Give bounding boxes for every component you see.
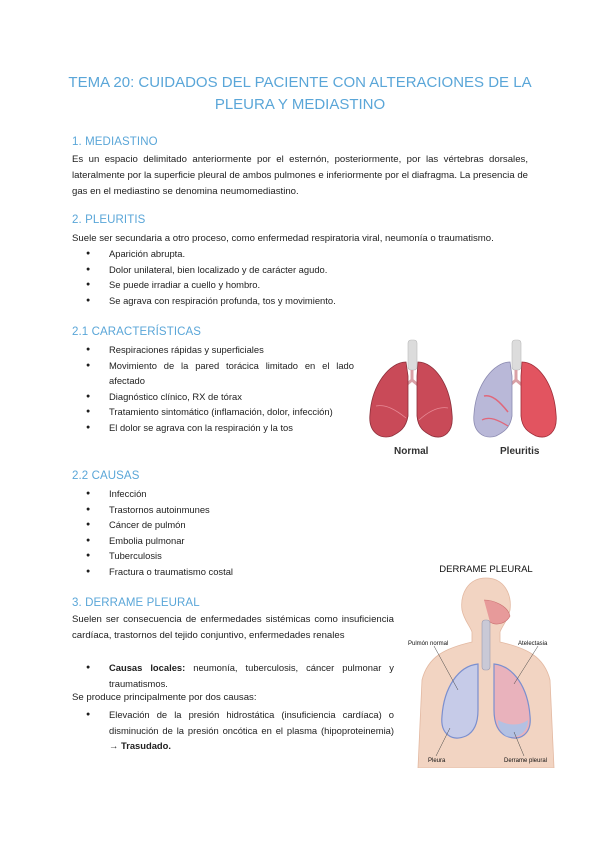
list-item: ● Trastornos autoinmunes	[72, 502, 372, 518]
paragraph-derrame-intro: Suelen ser consecuencia de enfermedades sistémicas como insuficiencia cardíaca, trastornos del tejido conjuntivo, enfermedades renales	[72, 614, 394, 641]
pleural-effusion-figure	[406, 560, 566, 768]
section-heading-pleuritis: 2. PLEURITIS	[72, 214, 146, 226]
list-item: ● Se agrava con respiración profunda, tos y movimiento.	[72, 293, 512, 309]
list-item: ● Causas locales: neumonía, tuberculosis, cáncer pulmonar y traumatismos.	[72, 660, 394, 691]
paragraph-mediastino: Es un espacio delimitado anteriormente por el esternón, posteriormente, por las vértebras dorsales, lateralmente por la superficie pleural de ambos pulmones e inferiormente por el diafragma. La presencia de gas en el mediastino se denomina neumomediastino.	[72, 154, 528, 197]
section-heading-derrame: 3. DERRAME PLEURAL	[72, 597, 200, 609]
list-item: ● Dolor unilateral, bien localizado y de carácter agudo.	[72, 262, 512, 278]
list-item: ● Tuberculosis	[72, 548, 372, 564]
list-item: ● Infección	[72, 486, 372, 502]
list-item: ● Movimiento de la pared torácica limitado en el lado afectado	[72, 358, 354, 389]
list-item: ● Fractura o traumatismo costal	[72, 564, 372, 580]
label-atelectasia: Atelectasia	[518, 641, 548, 647]
list-item: ● Elevación de la presión hidrostática (insuficiencia cardíaca) o disminución de la presión oncótica en el plasma (hipoproteinemia) → Trasudado.	[72, 707, 394, 754]
page-title: TEMA 20: CUIDADOS DEL PACIENTE CON ALTERACIONES DE LA PLEURA Y MEDIASTINO	[68, 74, 532, 113]
label-pleuritis: Pleuritis	[500, 446, 540, 457]
label-pleura: Pleura	[428, 758, 446, 764]
list-item: ● Cáncer de pulmón	[72, 517, 372, 533]
list-item: ● Embolia pulmonar	[72, 533, 372, 549]
section-heading-mediastino: 1. MEDIASTINO	[72, 136, 158, 148]
section-heading-causas: 2.2 CAUSAS	[72, 470, 140, 482]
list-dos-causas	[72, 707, 394, 754]
label-normal: Normal	[394, 446, 429, 457]
list-pleuritis	[72, 246, 512, 308]
list-item: ● Aparición abrupta.	[72, 246, 512, 262]
list-item: ● Diagnóstico clínico, RX de tórax	[72, 389, 354, 405]
list-causas	[72, 486, 372, 579]
label-pulmon-normal: Pulmón normal	[408, 641, 449, 647]
label-derrame: Derrame pleural	[504, 758, 548, 764]
section-heading-caracteristicas: 2.1 CARACTERÍSTICAS	[72, 326, 202, 338]
list-item: ● Tratamiento sintomático (inflamación, dolor, infección)	[72, 404, 354, 420]
figure-title: DERRAME PLEURAL	[439, 564, 533, 575]
paragraph-pleuritis: Suele ser secundaria a otro proceso, como enfermedad respiratoria viral, neumonía o traumatismo.	[72, 233, 494, 244]
list-item: ● Respiraciones rápidas y superficiales	[72, 342, 354, 358]
list-item: ● Se puede irradiar a cuello y hombro.	[72, 277, 512, 293]
list-causas-locales	[72, 660, 394, 691]
lungs-normal-pleuritis-figure	[362, 336, 568, 460]
pleuritis-lungs-illustration	[474, 340, 556, 437]
list-caracteristicas	[72, 342, 354, 435]
paragraph-dos-causas: Se produce principalmente por dos causas:	[72, 692, 257, 703]
normal-lungs-illustration	[370, 340, 452, 437]
list-item: ● El dolor se agrava con la respiración y la tos	[72, 420, 354, 436]
